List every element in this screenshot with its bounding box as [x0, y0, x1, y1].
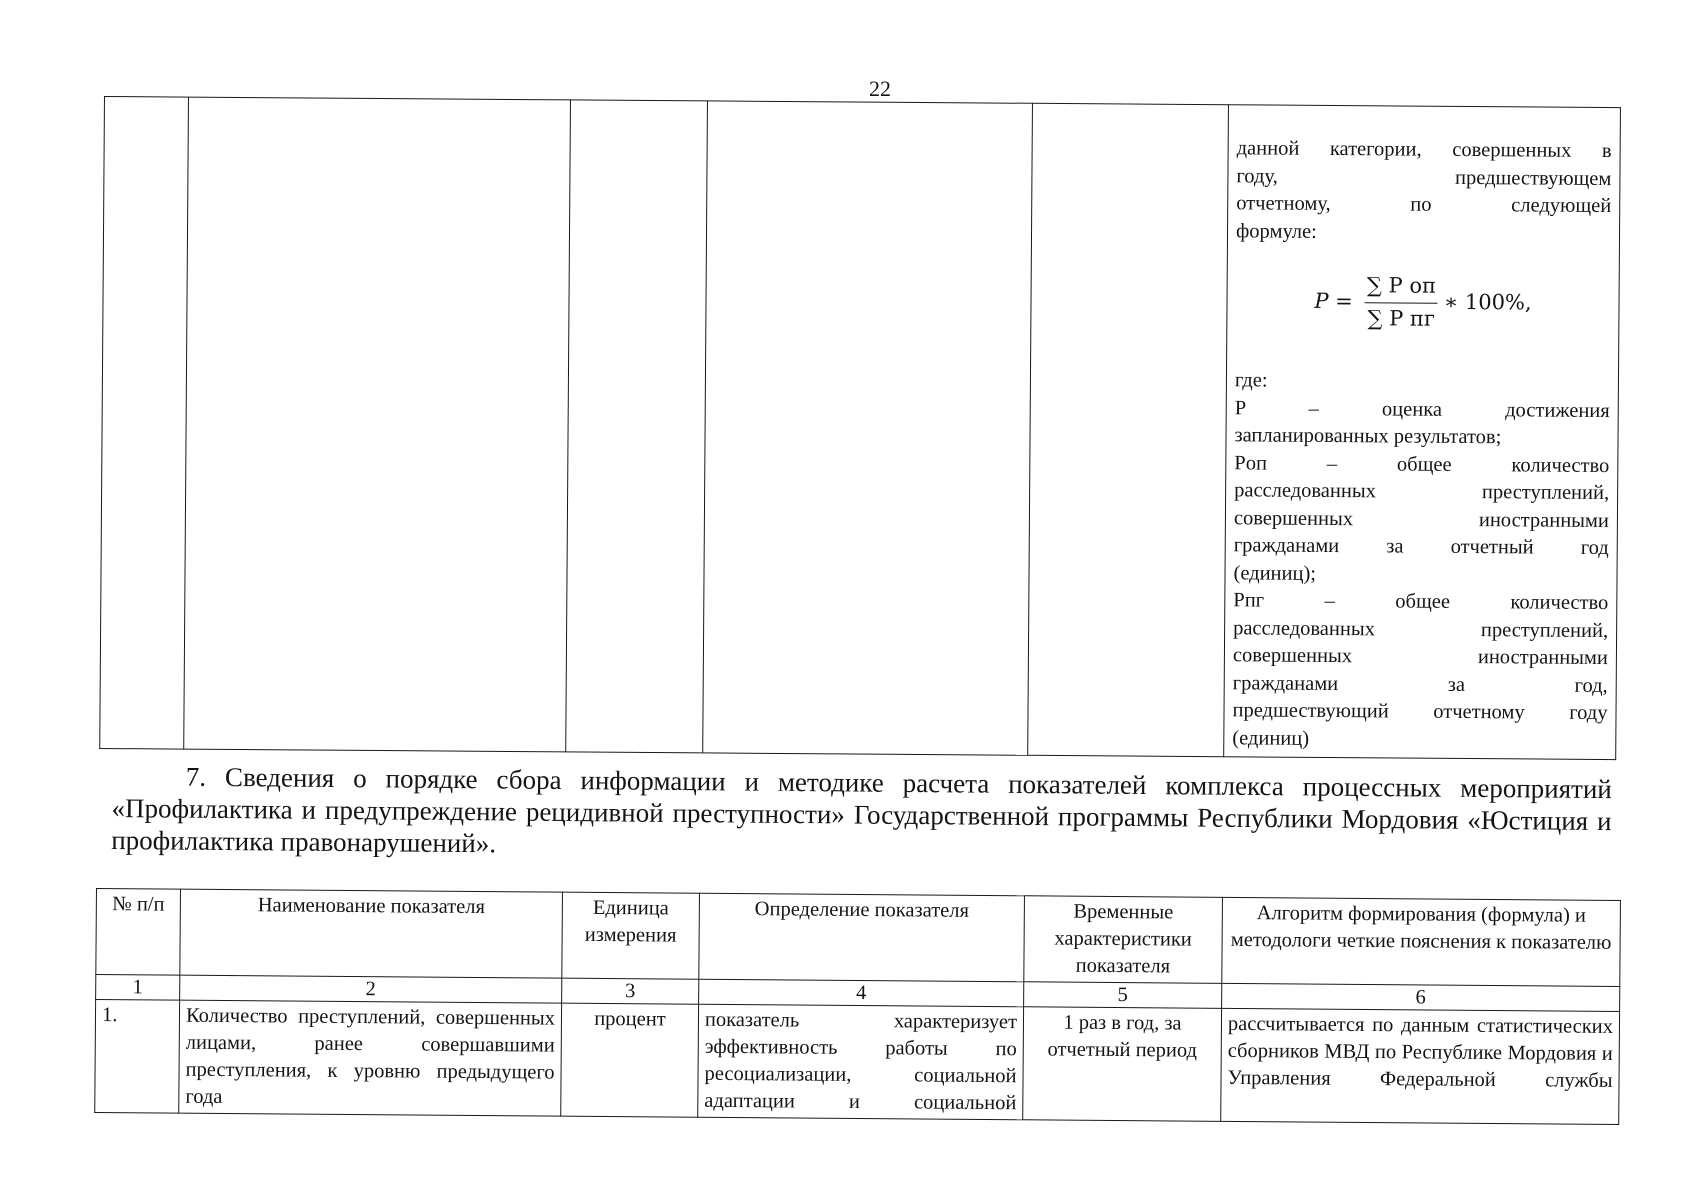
- cell-algorithm: рассчитывается по данным статистических сборников МВД по Республике Мордовия и Управления Федеральной службы: [1221, 1008, 1620, 1124]
- header-num: № п/п: [96, 889, 181, 976]
- formula-fraction: [1365, 272, 1439, 333]
- column-number: 2: [180, 975, 562, 1003]
- column-number: 3: [562, 978, 699, 1004]
- text-line: расследованных преступлений,: [1234, 479, 1610, 505]
- definition-p: [1234, 395, 1609, 453]
- header-time: Временные характеристики показателя: [1024, 896, 1223, 984]
- definition-ppg: [1232, 587, 1608, 755]
- empty-cell: [1028, 103, 1229, 756]
- text-line: P – оценка достижения: [1234, 396, 1610, 422]
- empty-cell: [566, 100, 708, 753]
- formula-lhs: P =: [1314, 289, 1353, 314]
- algorithm-cell: [1224, 105, 1621, 760]
- column-number: 4: [699, 979, 1024, 1007]
- text-line: Pпг – общее количество: [1233, 589, 1609, 615]
- header-algorithm: Алгоритм формирования (формула) и методологи четкие пояснения к показателю: [1222, 897, 1621, 986]
- text-line: формуле:: [1235, 219, 1317, 243]
- text-line: гражданами за отчетный год: [1233, 534, 1609, 560]
- algorithm-intro: [1236, 135, 1612, 248]
- text-line: запланированных результатов;: [1234, 424, 1502, 449]
- header-definition: Определение показателя: [699, 893, 1025, 982]
- empty-cell: [184, 97, 571, 752]
- table-header-row: [96, 889, 1621, 987]
- table-row: [95, 1000, 1620, 1125]
- section-heading: [111, 760, 1612, 869]
- column-number: 5: [1024, 982, 1222, 1009]
- text-line: расследованных преступлений,: [1233, 616, 1609, 642]
- empty-cell: [100, 97, 189, 750]
- text-line: данной категории, совершенных в: [1236, 137, 1612, 163]
- indicator-table: [94, 888, 1621, 1125]
- page-number: 22: [869, 76, 891, 101]
- formula-denominator: ∑ P пг: [1367, 305, 1436, 331]
- header-name: Наименование показателя: [180, 889, 563, 978]
- section-heading-text: 7. Сведения о порядке сбора информации и методике расчета показателей комплекса процессных мероприятий «Профилактика и предупреждение рецидивной преступности» Государственной программы Республики Мордовия «Юстиция и профилактика правонарушений».: [111, 761, 1612, 859]
- formula: [1235, 271, 1610, 334]
- text-line: Pоп – общее количество: [1234, 451, 1610, 477]
- text-line: отчетному, по следующей: [1236, 192, 1612, 218]
- text-line: совершенных иностранными: [1232, 644, 1609, 670]
- cell-time: 1 раз в год, за отчетный период: [1023, 1007, 1222, 1122]
- cell-num: 1.: [95, 1000, 180, 1114]
- where-label: где:: [1234, 369, 1268, 392]
- cell-name: Количество преступлений, совершенных лицами, ранее совершавшими преступления, к уровню предыдущего года: [179, 1000, 562, 1116]
- text-line: совершенных иностранными: [1233, 506, 1610, 532]
- column-number: 6: [1222, 983, 1620, 1011]
- text-line: предшествующий отчетному году: [1232, 699, 1608, 725]
- definition-pop: [1233, 450, 1609, 590]
- header-unit: Единица измерения: [562, 892, 700, 979]
- text-line: гражданами за год,: [1232, 671, 1608, 697]
- formula-rhs: ∗ 100%,: [1443, 290, 1532, 315]
- cell-unit: процент: [561, 1003, 699, 1117]
- column-number: 1: [96, 975, 180, 1001]
- continued-table: [99, 96, 1621, 760]
- text-line: году, предшествующем: [1236, 164, 1612, 190]
- cell-definition: показатель характеризует эффективность работы по ресоциализации, социальной адаптации и социальной: [698, 1004, 1024, 1120]
- empty-cell: [703, 101, 1033, 755]
- text-line: (единиц): [1232, 726, 1310, 750]
- text-line: (единиц);: [1233, 561, 1317, 585]
- formula-numerator: ∑ P оп: [1365, 272, 1438, 303]
